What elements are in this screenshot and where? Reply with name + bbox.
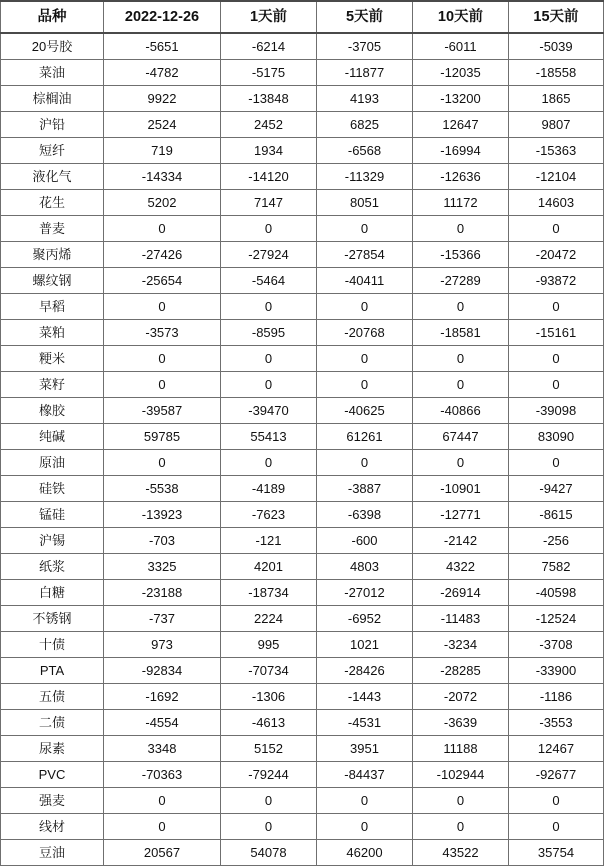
table-header [1,1,604,33]
cell-value-10d: 0 [413,294,509,320]
cell-product-name: 液化气 [1,164,104,190]
cell-product-name: 豆油 [1,840,104,866]
cell-value-10d: -16994 [413,138,509,164]
cell-value-date: 59785 [104,424,221,450]
cell-value-1d: -14120 [221,164,317,190]
cell-product-name: 不锈钢 [1,606,104,632]
cell-value-5d: 4193 [317,86,413,112]
cell-value-5d: -40411 [317,268,413,294]
cell-value-10d: -15366 [413,242,509,268]
cell-value-10d: 11188 [413,736,509,762]
cell-value-15d: 0 [509,788,604,814]
cell-value-15d: 12467 [509,736,604,762]
cell-value-5d: -3705 [317,33,413,60]
cell-product-name: 花生 [1,190,104,216]
cell-value-5d: -6568 [317,138,413,164]
cell-value-5d: 0 [317,372,413,398]
table-row [1,450,604,476]
cell-value-date: -737 [104,606,221,632]
cell-value-15d: 35754 [509,840,604,866]
cell-product-name: 二债 [1,710,104,736]
cell-value-10d: 11172 [413,190,509,216]
cell-value-10d: 0 [413,372,509,398]
cell-value-date: 0 [104,346,221,372]
cell-value-1d: -4613 [221,710,317,736]
cell-product-name: 硅铁 [1,476,104,502]
cell-product-name: 强麦 [1,788,104,814]
cell-value-date: 3348 [104,736,221,762]
cell-value-5d: 0 [317,216,413,242]
cell-value-1d: -27924 [221,242,317,268]
cell-value-15d: 9807 [509,112,604,138]
table-row [1,372,604,398]
cell-product-name: 原油 [1,450,104,476]
cell-product-name: 沪锡 [1,528,104,554]
table-row [1,710,604,736]
table-row [1,528,604,554]
cell-value-1d: 5152 [221,736,317,762]
cell-value-1d: 0 [221,450,317,476]
cell-value-10d: -2142 [413,528,509,554]
cell-value-date: -1692 [104,684,221,710]
cell-value-10d: -2072 [413,684,509,710]
cell-value-date: -5538 [104,476,221,502]
cell-value-15d: -15363 [509,138,604,164]
cell-value-1d: -79244 [221,762,317,788]
table-row [1,502,604,528]
cell-value-15d: -256 [509,528,604,554]
cell-value-5d: -11877 [317,60,413,86]
table-row [1,788,604,814]
cell-value-10d: 0 [413,788,509,814]
cell-product-name: 沪铅 [1,112,104,138]
cell-value-1d: 995 [221,632,317,658]
cell-product-name: 十债 [1,632,104,658]
cell-value-date: -5651 [104,33,221,60]
cell-value-10d: -3234 [413,632,509,658]
table-row [1,632,604,658]
cell-value-15d: 0 [509,450,604,476]
table-row [1,216,604,242]
cell-value-10d: 12647 [413,112,509,138]
cell-value-10d: 0 [413,216,509,242]
table-row [1,840,604,866]
cell-product-name: 尿素 [1,736,104,762]
cell-product-name: 橡胶 [1,398,104,424]
cell-value-5d: 4803 [317,554,413,580]
cell-value-15d: -40598 [509,580,604,606]
cell-value-10d: -27289 [413,268,509,294]
cell-value-5d: -600 [317,528,413,554]
cell-value-date: 719 [104,138,221,164]
cell-value-1d: 0 [221,372,317,398]
cell-value-date: 2524 [104,112,221,138]
cell-value-15d: -8615 [509,502,604,528]
cell-value-1d: -7623 [221,502,317,528]
cell-value-1d: 2452 [221,112,317,138]
table-row [1,268,604,294]
cell-value-10d: -12035 [413,60,509,86]
cell-product-name: 五债 [1,684,104,710]
cell-product-name: 白糖 [1,580,104,606]
cell-value-date: -4554 [104,710,221,736]
cell-value-10d: 0 [413,814,509,840]
cell-value-date: -3573 [104,320,221,346]
table-header-row [1,1,604,33]
cell-value-15d: 14603 [509,190,604,216]
cell-value-5d: -11329 [317,164,413,190]
cell-value-10d: -13200 [413,86,509,112]
cell-value-15d: -1186 [509,684,604,710]
cell-value-1d: -18734 [221,580,317,606]
cell-value-date: -13923 [104,502,221,528]
cell-value-1d: -5175 [221,60,317,86]
cell-product-name: 粳米 [1,346,104,372]
cell-product-name: 20号胶 [1,33,104,60]
cell-value-15d: -93872 [509,268,604,294]
cell-value-10d: -3639 [413,710,509,736]
cell-product-name: PVC [1,762,104,788]
cell-value-10d: 43522 [413,840,509,866]
cell-product-name: 螺纹钢 [1,268,104,294]
cell-value-10d: 0 [413,450,509,476]
cell-value-15d: -3553 [509,710,604,736]
cell-value-5d: -20768 [317,320,413,346]
cell-value-15d: -20472 [509,242,604,268]
column-header-10d: 10天前 [413,1,509,33]
cell-value-15d: -9427 [509,476,604,502]
table-row [1,112,604,138]
table-row [1,606,604,632]
cell-value-date: -14334 [104,164,221,190]
table-row [1,736,604,762]
cell-value-15d: 0 [509,216,604,242]
cell-value-date: 0 [104,450,221,476]
cell-value-1d: 4201 [221,554,317,580]
cell-value-5d: 0 [317,814,413,840]
cell-value-5d: -40625 [317,398,413,424]
table-body [1,33,604,866]
cell-value-10d: -12636 [413,164,509,190]
cell-value-15d: -15161 [509,320,604,346]
cell-value-1d: 0 [221,346,317,372]
cell-value-10d: 0 [413,346,509,372]
cell-value-10d: 67447 [413,424,509,450]
cell-value-5d: -27854 [317,242,413,268]
cell-value-date: 20567 [104,840,221,866]
cell-value-5d: -28426 [317,658,413,684]
cell-value-date: -70363 [104,762,221,788]
table-row [1,190,604,216]
cell-value-15d: -5039 [509,33,604,60]
cell-value-5d: 0 [317,788,413,814]
cell-value-date: -4782 [104,60,221,86]
cell-value-1d: -4189 [221,476,317,502]
cell-value-5d: -6398 [317,502,413,528]
cell-value-10d: -102944 [413,762,509,788]
column-header-date: 2022-12-26 [104,1,221,33]
cell-value-5d: 3951 [317,736,413,762]
cell-product-name: 普麦 [1,216,104,242]
cell-value-10d: -18581 [413,320,509,346]
cell-value-15d: -92677 [509,762,604,788]
table-row [1,320,604,346]
table-row [1,86,604,112]
cell-value-15d: 0 [509,346,604,372]
column-header-15d: 15天前 [509,1,604,33]
table-row [1,554,604,580]
cell-product-name: 线材 [1,814,104,840]
cell-value-15d: 83090 [509,424,604,450]
cell-value-15d: -12104 [509,164,604,190]
cell-value-date: 0 [104,216,221,242]
cell-value-15d: 0 [509,372,604,398]
cell-value-date: 3325 [104,554,221,580]
cell-product-name: 菜粕 [1,320,104,346]
cell-value-1d: -1306 [221,684,317,710]
table-row [1,476,604,502]
cell-value-date: 0 [104,788,221,814]
cell-value-5d: -3887 [317,476,413,502]
cell-value-5d: 8051 [317,190,413,216]
cell-product-name: 菜籽 [1,372,104,398]
cell-product-name: 纯碱 [1,424,104,450]
cell-value-date: 0 [104,814,221,840]
cell-value-15d: -39098 [509,398,604,424]
cell-value-1d: 0 [221,294,317,320]
cell-product-name: PTA [1,658,104,684]
cell-value-5d: 1021 [317,632,413,658]
table-row [1,242,604,268]
cell-value-5d: -6952 [317,606,413,632]
cell-value-1d: 55413 [221,424,317,450]
cell-value-1d: -39470 [221,398,317,424]
cell-value-1d: -13848 [221,86,317,112]
cell-value-date: -39587 [104,398,221,424]
cell-product-name: 棕榈油 [1,86,104,112]
cell-value-1d: -8595 [221,320,317,346]
cell-value-1d: -121 [221,528,317,554]
cell-product-name: 锰硅 [1,502,104,528]
cell-value-15d: -3708 [509,632,604,658]
cell-value-date: 973 [104,632,221,658]
cell-value-10d: -12771 [413,502,509,528]
cell-value-5d: 61261 [317,424,413,450]
cell-value-date: 9922 [104,86,221,112]
cell-value-10d: 4322 [413,554,509,580]
cell-value-date: 0 [104,294,221,320]
cell-value-5d: 0 [317,450,413,476]
cell-value-5d: 46200 [317,840,413,866]
table-row [1,762,604,788]
cell-value-1d: -70734 [221,658,317,684]
cell-value-1d: 0 [221,788,317,814]
cell-value-15d: -18558 [509,60,604,86]
cell-value-10d: -6011 [413,33,509,60]
table-row [1,398,604,424]
cell-value-15d: -33900 [509,658,604,684]
cell-value-1d: 2224 [221,606,317,632]
cell-product-name: 纸浆 [1,554,104,580]
cell-product-name: 聚丙烯 [1,242,104,268]
table-row [1,424,604,450]
cell-value-date: -27426 [104,242,221,268]
cell-value-10d: -40866 [413,398,509,424]
cell-value-5d: -84437 [317,762,413,788]
cell-value-15d: -12524 [509,606,604,632]
table-row [1,814,604,840]
column-header-1d: 1天前 [221,1,317,33]
cell-value-date: 0 [104,372,221,398]
cell-value-5d: -4531 [317,710,413,736]
cell-value-1d: 7147 [221,190,317,216]
table-row [1,684,604,710]
table-row [1,294,604,320]
table-row [1,346,604,372]
cell-value-10d: -26914 [413,580,509,606]
cell-product-name: 早稻 [1,294,104,320]
cell-value-1d: -5464 [221,268,317,294]
cell-value-10d: -28285 [413,658,509,684]
cell-product-name: 菜油 [1,60,104,86]
table-row [1,580,604,606]
cell-value-15d: 1865 [509,86,604,112]
table-row [1,164,604,190]
column-header-5d: 5天前 [317,1,413,33]
cell-value-1d: 1934 [221,138,317,164]
table-row [1,658,604,684]
cell-value-5d: 0 [317,294,413,320]
cell-value-10d: -11483 [413,606,509,632]
table-row [1,138,604,164]
cell-value-15d: 0 [509,814,604,840]
cell-value-5d: 0 [317,346,413,372]
cell-value-15d: 0 [509,294,604,320]
cell-value-1d: 0 [221,216,317,242]
cell-value-5d: 6825 [317,112,413,138]
cell-value-10d: -10901 [413,476,509,502]
cell-value-1d: 54078 [221,840,317,866]
cell-value-15d: 7582 [509,554,604,580]
cell-value-5d: -27012 [317,580,413,606]
cell-value-1d: -6214 [221,33,317,60]
cell-product-name: 短纤 [1,138,104,164]
column-header-name: 品种 [1,1,104,33]
cell-value-date: -23188 [104,580,221,606]
cell-value-date: -703 [104,528,221,554]
cell-value-date: -92834 [104,658,221,684]
cell-value-5d: -1443 [317,684,413,710]
cell-value-date: 5202 [104,190,221,216]
cell-value-1d: 0 [221,814,317,840]
table-row [1,33,604,60]
table-row [1,60,604,86]
cell-value-date: -25654 [104,268,221,294]
